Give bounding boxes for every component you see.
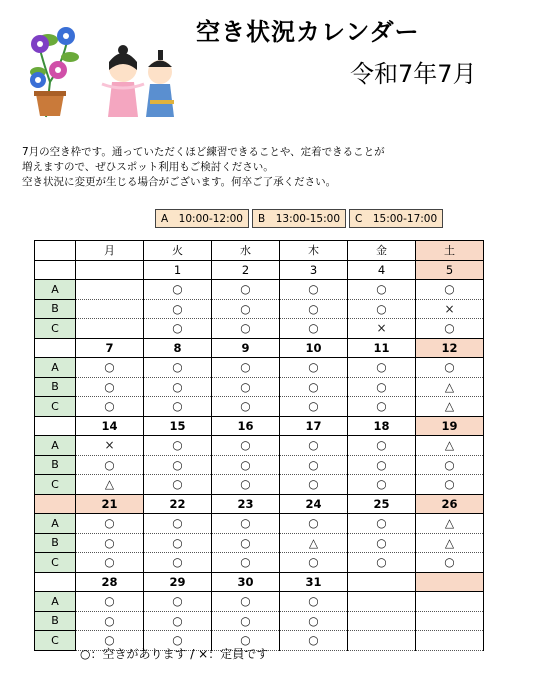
date-cell: 31	[280, 572, 348, 592]
availability-cell: ○	[280, 319, 348, 339]
availability-cell: ○	[280, 611, 348, 631]
month-label: 令和7年7月	[350, 60, 477, 88]
availability-cell: △	[416, 377, 484, 397]
availability-cell: ○	[144, 299, 212, 319]
date-cell: 11	[348, 338, 416, 358]
time-slot-legend	[155, 209, 446, 228]
availability-cell: ○	[348, 436, 416, 456]
weekday-label: 火	[144, 241, 212, 261]
slot-row-c	[35, 397, 484, 417]
availability-cell	[348, 611, 416, 631]
notice-text	[22, 145, 502, 190]
availability-cell: ○	[280, 455, 348, 475]
date-cell	[348, 572, 416, 592]
weekday-label: 土	[416, 241, 484, 261]
availability-cell: ○	[212, 280, 280, 300]
tanabata-illustration	[28, 22, 188, 122]
slot-label: B	[35, 611, 76, 631]
availability-cell: ○	[212, 611, 280, 631]
date-cell: 10	[280, 338, 348, 358]
availability-cell: ○	[212, 475, 280, 495]
availability-cell: ○	[144, 514, 212, 534]
date-cell: 21	[76, 494, 144, 514]
availability-cell: ○	[144, 436, 212, 456]
availability-cell: ×	[76, 436, 144, 456]
page-title: 空き状況カレンダー	[196, 18, 420, 46]
slot-row-b	[35, 455, 484, 475]
availability-cell	[76, 319, 144, 339]
availability-cell: ○	[76, 533, 144, 553]
availability-cell: ○	[280, 397, 348, 417]
slot-row-c	[35, 475, 484, 495]
date-row-spacer	[35, 572, 76, 592]
slot-row-a	[35, 514, 484, 534]
slot-row-c	[35, 319, 484, 339]
weekday-header-row	[35, 241, 484, 261]
date-cell: 14	[76, 416, 144, 436]
availability-cell: ○	[212, 397, 280, 417]
date-cell	[76, 260, 144, 280]
availability-cell: ○	[144, 553, 212, 573]
availability-cell: ○	[144, 475, 212, 495]
orihime-icon	[102, 45, 144, 117]
availability-cell	[416, 592, 484, 612]
slot-label: C	[35, 397, 76, 417]
availability-cell	[348, 592, 416, 612]
date-cell: 28	[76, 572, 144, 592]
week-date-row	[35, 572, 484, 592]
availability-cell: ○	[416, 358, 484, 378]
availability-cell: ○	[280, 514, 348, 534]
slot-row-b	[35, 299, 484, 319]
availability-cell: ○	[76, 455, 144, 475]
date-cell: 22	[144, 494, 212, 514]
date-cell: 19	[416, 416, 484, 436]
availability-cell: ○	[416, 280, 484, 300]
corner-cell	[35, 241, 76, 261]
slot-label: B	[35, 377, 76, 397]
date-row-spacer	[35, 494, 76, 514]
date-cell: 5	[416, 260, 484, 280]
date-cell: 30	[212, 572, 280, 592]
availability-cell: ○	[76, 377, 144, 397]
slot-label: C	[35, 553, 76, 573]
availability-calendar	[34, 240, 484, 651]
week-date-row	[35, 260, 484, 280]
slot-row-b	[35, 377, 484, 397]
date-cell: 2	[212, 260, 280, 280]
date-cell: 4	[348, 260, 416, 280]
week-date-row	[35, 338, 484, 358]
availability-cell: ○	[76, 611, 144, 631]
availability-cell: ○	[212, 592, 280, 612]
date-cell: 8	[144, 338, 212, 358]
notice-line: 空き状況に変更が生じる場合がございます。何卒ご了承ください。	[22, 176, 337, 188]
weekday-label: 木	[280, 241, 348, 261]
availability-cell: ○	[348, 299, 416, 319]
slot-row-a	[35, 436, 484, 456]
availability-cell: ○	[144, 358, 212, 378]
slot-label: A	[35, 592, 76, 612]
availability-cell	[348, 631, 416, 651]
week-date-row	[35, 494, 484, 514]
weekday-label: 金	[348, 241, 416, 261]
availability-cell: ○	[280, 436, 348, 456]
slot-label: C	[35, 631, 76, 651]
availability-cell: ○	[76, 553, 144, 573]
slot-label: A	[35, 514, 76, 534]
availability-cell: ○	[212, 436, 280, 456]
availability-cell: ○	[144, 592, 212, 612]
availability-cell: △	[76, 475, 144, 495]
availability-cell: ○	[280, 553, 348, 573]
slot-row-b	[35, 611, 484, 631]
availability-cell: ○	[416, 319, 484, 339]
availability-cell: ○	[280, 377, 348, 397]
availability-cell: ○	[348, 533, 416, 553]
availability-cell: ○	[144, 280, 212, 300]
availability-cell: △	[416, 533, 484, 553]
week-date-row	[35, 416, 484, 436]
availability-cell: ○	[76, 514, 144, 534]
availability-cell: ○	[76, 592, 144, 612]
date-row-spacer	[35, 260, 76, 280]
availability-cell: ○	[348, 514, 416, 534]
availability-cell	[416, 631, 484, 651]
availability-cell: ○	[144, 533, 212, 553]
morning-glory-icon	[30, 27, 79, 117]
availability-cell: ○	[212, 358, 280, 378]
availability-cell: ○	[280, 592, 348, 612]
availability-cell: ○	[212, 455, 280, 475]
availability-cell: ○	[212, 377, 280, 397]
slot-label: A	[35, 358, 76, 378]
availability-cell: ○	[280, 299, 348, 319]
availability-cell: ○	[348, 455, 416, 475]
date-row-spacer	[35, 338, 76, 358]
availability-cell: △	[280, 533, 348, 553]
availability-cell: ○	[416, 475, 484, 495]
date-cell: 29	[144, 572, 212, 592]
availability-cell: ○	[212, 299, 280, 319]
slot-row-a	[35, 358, 484, 378]
legend-footnote: ○：空きがあります / ×：定員です	[80, 647, 269, 661]
notice-line: 増えますので、ぜひスポット利用もご検討ください。	[22, 161, 274, 173]
availability-cell: ○	[144, 631, 212, 651]
date-cell: 1	[144, 260, 212, 280]
slot-label: A	[35, 436, 76, 456]
availability-cell: ○	[144, 319, 212, 339]
availability-cell: ○	[348, 553, 416, 573]
availability-cell: ○	[348, 358, 416, 378]
date-cell: 23	[212, 494, 280, 514]
availability-cell: △	[416, 397, 484, 417]
availability-cell: ○	[76, 358, 144, 378]
availability-cell: ○	[280, 280, 348, 300]
date-cell: 15	[144, 416, 212, 436]
availability-cell: ○	[416, 553, 484, 573]
date-cell: 7	[76, 338, 144, 358]
slot-row-b	[35, 533, 484, 553]
notice-line: 7月の空き枠です。通っていただくほど練習できることや、定着できることが	[22, 146, 385, 158]
availability-cell: ○	[76, 397, 144, 417]
availability-cell: ○	[144, 611, 212, 631]
slot-label: C	[35, 475, 76, 495]
availability-cell: ×	[416, 299, 484, 319]
weekday-label: 月	[76, 241, 144, 261]
date-cell: 3	[280, 260, 348, 280]
availability-cell: ○	[144, 377, 212, 397]
slot-row-a	[35, 280, 484, 300]
availability-cell: ○	[212, 553, 280, 573]
availability-cell: ○	[416, 455, 484, 475]
availability-cell: ×	[348, 319, 416, 339]
availability-cell: ○	[348, 397, 416, 417]
legend-slot-a: A 10:00-12:00	[155, 209, 249, 228]
availability-cell	[76, 299, 144, 319]
slot-label: C	[35, 319, 76, 339]
hikoboshi-icon	[146, 50, 174, 117]
slot-label: B	[35, 299, 76, 319]
weekday-label: 水	[212, 241, 280, 261]
slot-label: B	[35, 533, 76, 553]
date-cell	[416, 572, 484, 592]
date-cell: 9	[212, 338, 280, 358]
availability-cell: ○	[280, 358, 348, 378]
availability-cell: △	[416, 436, 484, 456]
availability-cell: ○	[212, 514, 280, 534]
date-cell: 16	[212, 416, 280, 436]
legend-slot-b: B 13:00-15:00	[252, 209, 346, 228]
slot-row-a	[35, 592, 484, 612]
availability-cell: ○	[144, 397, 212, 417]
availability-cell: ○	[280, 631, 348, 651]
availability-cell: ○	[280, 475, 348, 495]
availability-cell: ○	[212, 631, 280, 651]
availability-cell: ○	[212, 319, 280, 339]
availability-cell: △	[416, 514, 484, 534]
availability-cell	[76, 280, 144, 300]
availability-cell: ○	[348, 280, 416, 300]
legend-slot-c: C 15:00-17:00	[349, 209, 443, 228]
availability-cell: ○	[212, 533, 280, 553]
availability-cell: ○	[348, 377, 416, 397]
date-cell: 26	[416, 494, 484, 514]
date-cell: 18	[348, 416, 416, 436]
date-cell: 12	[416, 338, 484, 358]
slot-label: B	[35, 455, 76, 475]
slot-label: A	[35, 280, 76, 300]
date-cell: 25	[348, 494, 416, 514]
availability-cell: ○	[144, 455, 212, 475]
availability-cell	[416, 611, 484, 631]
availability-cell: ○	[348, 475, 416, 495]
date-cell: 24	[280, 494, 348, 514]
slot-row-c	[35, 553, 484, 573]
availability-cell: ○	[76, 631, 144, 651]
date-row-spacer	[35, 416, 76, 436]
date-cell: 17	[280, 416, 348, 436]
